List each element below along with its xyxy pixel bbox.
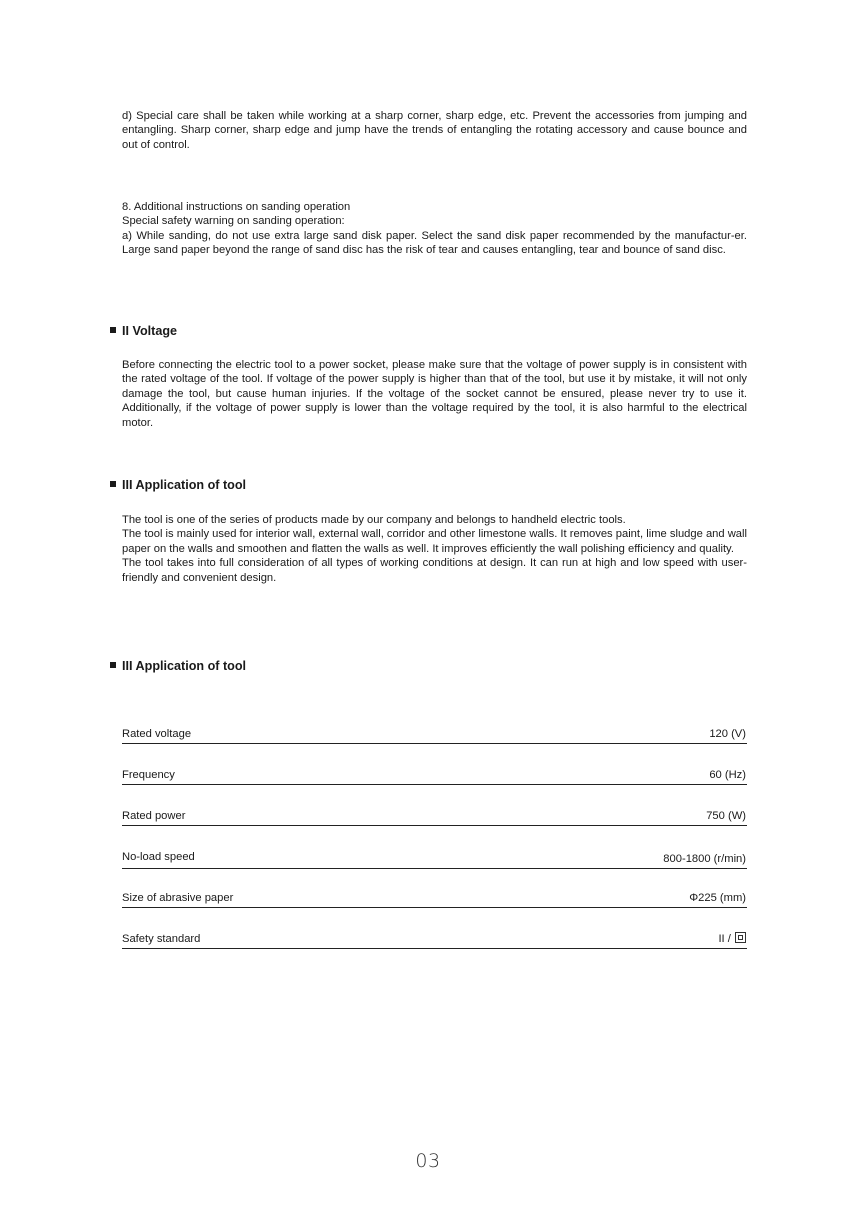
sanding-instructions [122,200,747,258]
voltage-heading-text: II Voltage [122,324,178,338]
spec-row-abrasive-paper [122,886,747,927]
spec-row-no-load-speed [122,845,747,886]
spec-row-safety-standard [122,927,747,968]
row-divider [122,743,747,744]
spec-row-frequency [122,763,747,804]
spec-label: Frequency [122,769,175,781]
spec-label: Rated power [122,810,186,822]
spec-label: Rated voltage [122,728,192,740]
voltage-text: Before connecting the electric tool to a power socket, please make sure that the voltage of power supply is in consistent with the rated voltage of the tool. If voltage of the power supply is higher than that of the tool, but use it by mistake, it will not only damage the tool, but cause human injuries. If the voltage of the socket cannot be ensured, please never try to use it. Additionally, if the voltage of power supply is lower than the voltage required by the tool, it is also harmful to the electrical motor. [122,359,747,429]
special-care-paragraph [122,109,747,152]
row-divider [122,825,747,826]
row-divider [122,907,747,908]
application-paragraph [122,513,747,585]
spec-value: 800-1800 (r/min) [663,853,746,865]
application-text-2: The tool is mainly used for interior wall, external wall, corridor and other limestone walls. It removes paint, lime sludge and wall paper on the walls and smoothen and flatten the walls as well. It improves efficiently the wall polishing efficiency and quality. [122,528,747,555]
spec-value: 750 (W) [706,810,746,822]
spec-row-rated-voltage [122,722,747,763]
sanding-warning-title: Special safety warning on sanding operation: [122,215,345,228]
application-text-3: The tool takes into full consideration of all types of working conditions at design. It can run at high and low speed with user-friendly and convenient design. [122,557,747,584]
row-divider [122,948,747,949]
square-bullet-icon [110,327,116,333]
spec-label: Size of abrasive paper [122,892,234,904]
row-divider [122,784,747,785]
double-insulation-square-icon [735,932,746,943]
spec-value: Φ225 (mm) [689,892,746,904]
application-heading-text: III Application of tool [122,478,247,492]
spec-label: Safety standard [122,933,201,945]
special-care-text: d) Special care shall be taken while working at a sharp corner, sharp edge, etc. Prevent the accessories from jumping and entangling. Sharp corner, sharp edge and jump have the trends of entangling the rotating accessory and cause bounce and out of control. [122,110,747,151]
specs-heading [110,658,246,674]
square-bullet-icon [110,662,116,668]
sanding-warning-text: a) While sanding, do not use extra large sand disk paper. Select the sand disk paper recommended by the manufactur-er. Large sand paper beyond the range of sand disc has the risk of tear and causes entangling, tear and bounce of sand disc. [122,229,747,257]
spec-value-wrapper [718,931,746,947]
page-number: 03 [415,1150,441,1172]
specs-heading-text: III Application of tool [122,659,247,673]
voltage-paragraph [122,358,747,430]
sanding-title: 8. Additional instructions on sanding operation [122,201,351,213]
row-divider [122,868,747,869]
application-heading [110,477,246,493]
voltage-heading [110,323,177,339]
spec-label: No-load speed [122,851,195,863]
spec-value: 60 (Hz) [709,769,746,781]
specifications-table [122,722,747,968]
spec-row-rated-power [122,804,747,845]
spec-value: 120 (V) [709,728,746,740]
application-text-1: The tool is one of the series of products made by our company and belongs to handheld electric tools. [122,514,626,526]
square-bullet-icon [110,481,116,487]
spec-value: II / [718,933,731,945]
